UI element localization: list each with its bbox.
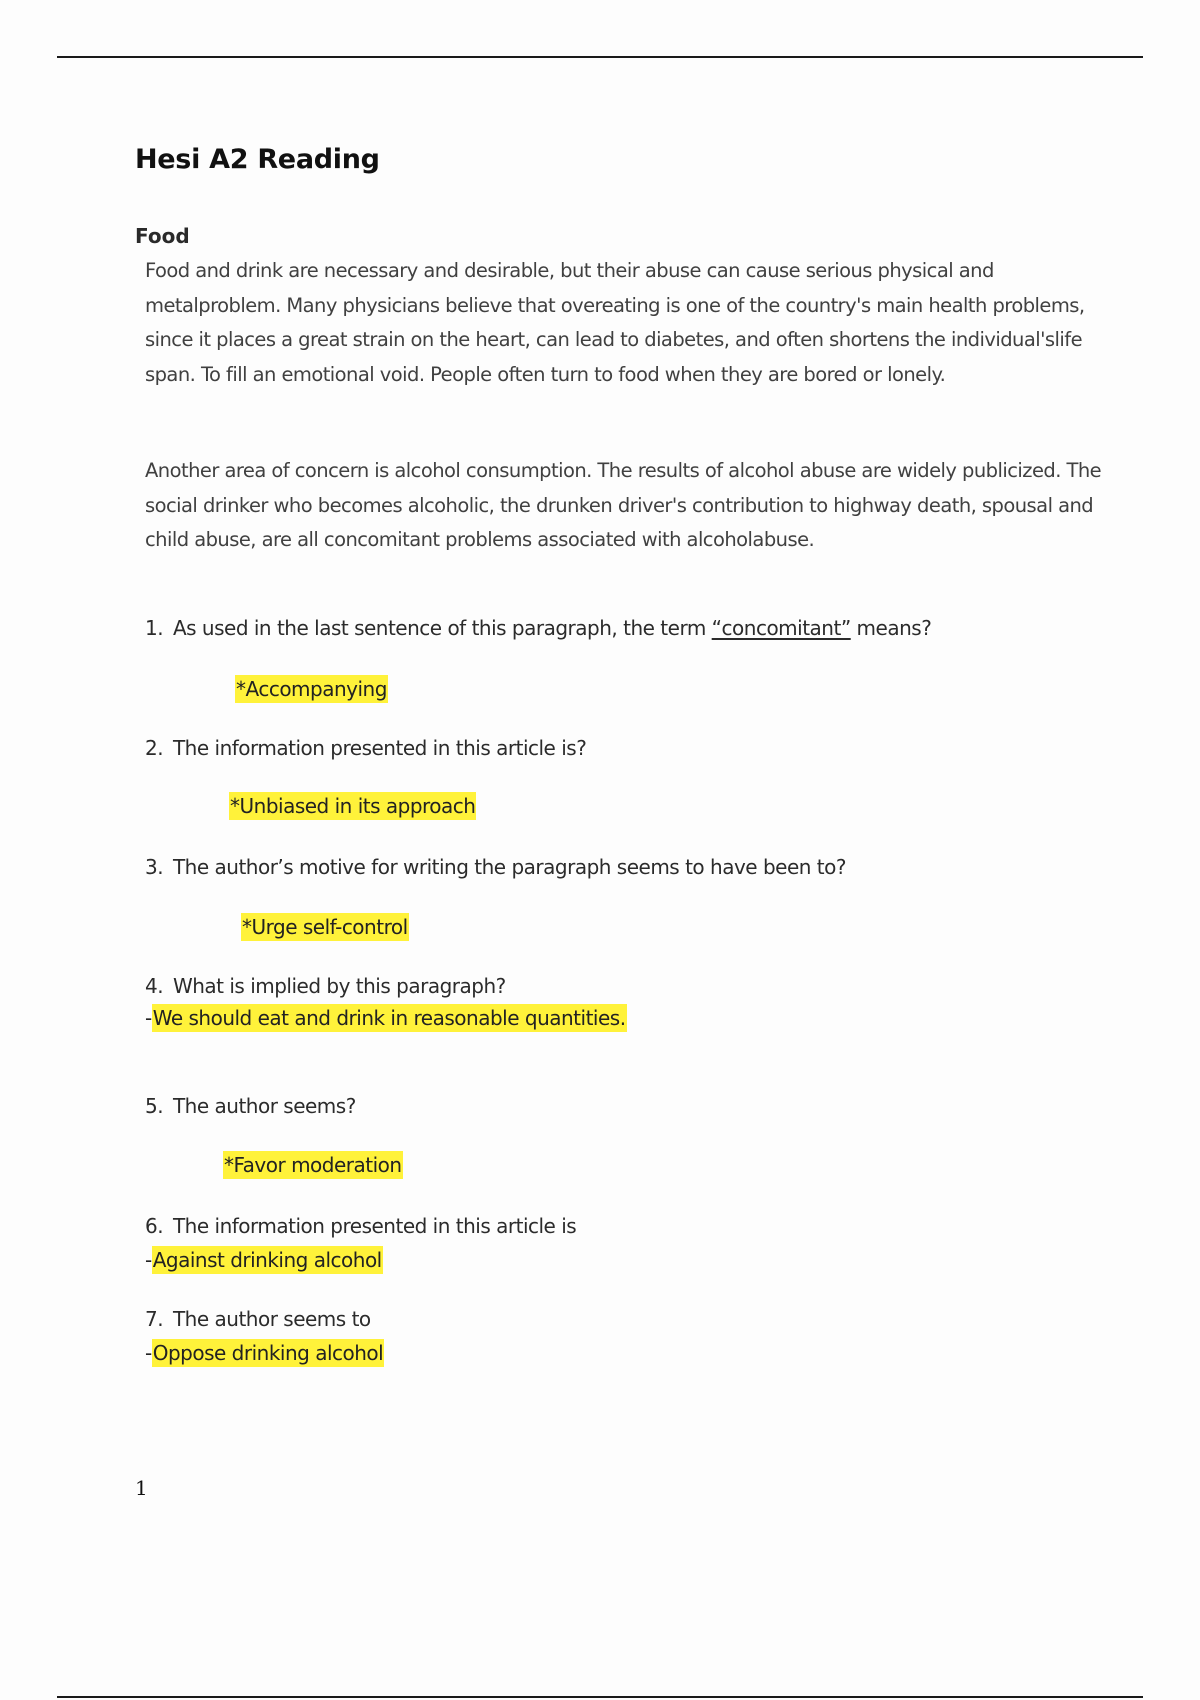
section-heading: Food	[135, 224, 190, 248]
question-number: 6.	[145, 1214, 164, 1238]
top-rule	[57, 56, 1143, 58]
question-number: 1.	[145, 616, 164, 640]
highlighted-answer: *Urge self-control	[242, 915, 408, 939]
question-text-end: means?	[850, 616, 932, 640]
answer-prefix: -	[145, 1341, 152, 1365]
highlighted-answer: *Favor moderation	[224, 1153, 402, 1177]
question-text: The author seems to	[172, 1307, 371, 1331]
question-2	[145, 734, 586, 762]
question-text: The information presented in this article is	[172, 1214, 577, 1238]
question-text: What is implied by this paragraph?	[172, 974, 506, 998]
passage-paragraph-2: Another area of concern is alcohol consumption. The results of alcohol abuse are widely publicized. The social drinker who becomes alcoholic, the drunken driver's contribution to highway death, spousal and child abuse, are all concomitant problems associated with alcoholabuse.	[145, 459, 1102, 551]
question-text: The information presented in this article is?	[172, 736, 587, 760]
highlighted-answer: *Accompanying	[236, 677, 387, 701]
answer-6	[145, 1246, 383, 1274]
question-number: 4.	[145, 974, 164, 998]
answer-2	[229, 792, 476, 820]
question-7	[145, 1305, 371, 1333]
question-4	[145, 972, 506, 1000]
question-text: The author seems?	[172, 1094, 356, 1118]
question-number: 3.	[145, 855, 164, 879]
answer-5	[223, 1151, 403, 1179]
answer-4	[145, 1004, 627, 1032]
page-title: Hesi A2 Reading	[135, 144, 380, 175]
page-number: 1	[135, 1476, 148, 1500]
passage-paragraph-1: Food and drink are necessary and desirable, but their abuse can cause serious physical and metalproblem. Many physicians believe that overeating is one of the country's main health problems, since it places a great strain on the heart, can lead to diabetes, and often shortens the individual'slife span. To fill an emotional void. People often turn to food when they are bored or lonely.	[145, 259, 1085, 386]
answer-3	[241, 913, 409, 941]
highlighted-answer: *Unbiased in its approach	[230, 794, 476, 818]
question-3	[145, 853, 846, 881]
question-5	[145, 1092, 356, 1120]
question-number: 2.	[145, 736, 164, 760]
question-text: The author’s motive for writing the paragraph seems to have been to?	[172, 855, 846, 879]
question-text: As used in the last sentence of this paragraph, the term	[172, 616, 712, 640]
highlighted-answer: Against drinking alcohol	[152, 1248, 382, 1272]
answer-7	[145, 1339, 384, 1367]
question-number: 7.	[145, 1307, 164, 1331]
highlighted-answer: Oppose drinking alcohol	[152, 1341, 384, 1365]
answer-1	[235, 675, 388, 703]
highlighted-answer: We should eat and drink in reasonable quantities.	[152, 1006, 626, 1030]
answer-prefix: -	[145, 1006, 152, 1030]
question-6	[145, 1212, 576, 1240]
bottom-rule	[57, 1696, 1143, 1698]
underlined-term: “concomitant”	[711, 616, 851, 640]
question-number: 5.	[145, 1094, 164, 1118]
answer-prefix: -	[145, 1248, 152, 1272]
question-1	[145, 614, 931, 642]
